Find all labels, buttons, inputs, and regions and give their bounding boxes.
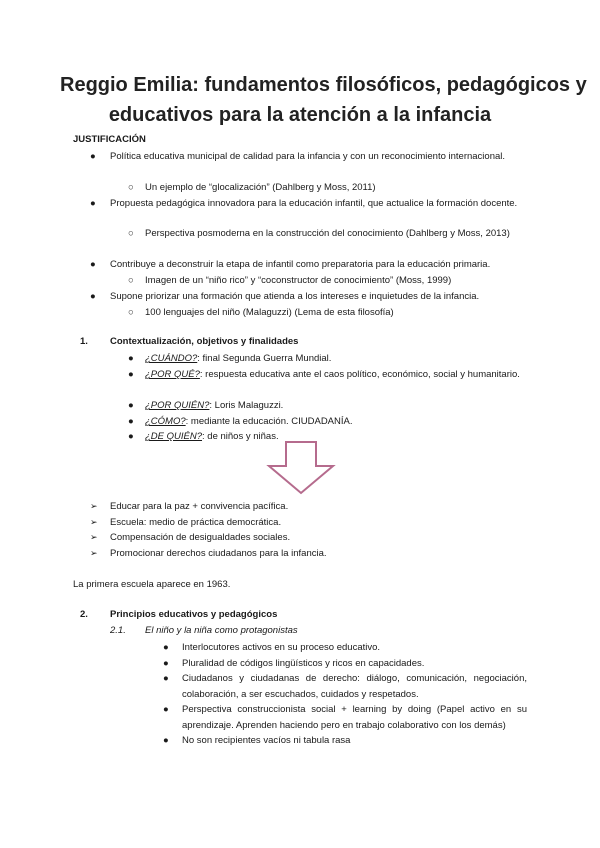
section-title: Principios educativos y pedagógicos <box>110 609 278 620</box>
outcome-item: Educar para la paz + convivencia pacífica. <box>110 501 289 512</box>
first-school-text: La primera escuela aparece en 1963. <box>73 579 231 590</box>
bullet-icon: ● <box>128 353 134 364</box>
bullet-icon: ● <box>163 642 169 653</box>
bullet-icon: ● <box>128 400 134 411</box>
bullet-icon: ● <box>163 673 169 684</box>
question-label: ¿POR QUÉ? <box>145 369 200 380</box>
arrow-bullet-icon: ➢ <box>90 548 98 558</box>
circle-bullet-icon: ○ <box>128 228 134 239</box>
answer-text: : respuesta educativa ante el caos político, económico, social y humanitario. <box>199 369 520 380</box>
list-item <box>145 367 525 383</box>
title-line-1: Reggio Emilia: fundamentos filosóficos, pedagógicos y <box>60 74 587 96</box>
list-item: Pluralidad de códigos lingüísticos y ricos en capacidades. <box>182 658 425 669</box>
bullet-icon: ● <box>163 704 169 715</box>
sub-list-item: Imagen de un “niño rico” y “coconstructor de conocimiento” (Moss, 1999) <box>145 275 452 286</box>
question-label: ¿POR QUIÉN? <box>145 400 210 411</box>
outcome-item: Compensación de desigualdades sociales. <box>110 532 291 543</box>
circle-bullet-icon: ○ <box>128 307 134 318</box>
bullet-icon: ● <box>128 369 134 380</box>
bullet-icon: ● <box>90 291 96 302</box>
question-label: ¿CUÁNDO? <box>145 353 198 364</box>
question-label: ¿DE QUIÉN? <box>145 431 203 442</box>
answer-text: : Loris Malaguzzi. <box>209 400 284 411</box>
section-number: 2. <box>80 609 88 620</box>
bullet-icon: ● <box>90 198 96 209</box>
bullet-icon: ● <box>128 416 134 427</box>
bullet-icon: ● <box>163 658 169 669</box>
arrow-bullet-icon: ➢ <box>90 532 98 542</box>
list-item <box>145 398 525 414</box>
circle-bullet-icon: ○ <box>128 182 134 193</box>
section-title: Contextualización, objetivos y finalidades <box>110 336 299 347</box>
bullet-icon: ● <box>163 735 169 746</box>
list-item <box>145 414 525 430</box>
circle-bullet-icon: ○ <box>128 275 134 286</box>
document-title <box>60 70 587 130</box>
bullet-icon: ● <box>128 431 134 442</box>
list-item: Interlocutores activos en su proceso educativo. <box>182 642 381 653</box>
sub-list-item: 100 lenguajes del niño (Malaguzzi) (Lema de esta filosofía) <box>145 307 394 318</box>
section-number: 1. <box>80 336 88 347</box>
bullet-icon: ● <box>90 151 96 162</box>
list-item: Política educativa municipal de calidad para la infancia y con un reconocimiento internacional. <box>110 151 506 162</box>
answer-text: : mediante la educación. CIUDADANÍA. <box>185 416 353 427</box>
list-item: Perspectiva construccionista social + learning by doing (Papel activo en su aprendizaje. Aprenden haciendo pero en trabajo colaborativo con los demás) <box>182 704 527 731</box>
list-item <box>145 351 525 367</box>
list-item: Ciudadanos y ciudadanas de derecho: diálogo, comunicación, negociación, colaboración, a ser escuchados, cuidados y respetados. <box>182 673 527 700</box>
subsection-title: El niño y la niña como protagonistas <box>145 625 298 636</box>
outcome-item: Promocionar derechos ciudadanos para la infancia. <box>110 548 327 559</box>
list-item: No son recipientes vacíos ni tabula rasa <box>182 735 351 746</box>
list-item: Supone priorizar una formación que atienda a los intereses e inquietudes de la infancia. <box>110 291 480 302</box>
list-item: Propuesta pedagógica innovadora para la educación infantil, que actualice la formación docente. <box>110 198 518 209</box>
bullet-icon: ● <box>90 259 96 270</box>
sub-list-item: Un ejemplo de “glocalización” (Dahlberg y Moss, 2011) <box>145 182 376 193</box>
outcome-item: Escuela: medio de práctica democrática. <box>110 517 282 528</box>
justificacion-heading: JUSTIFICACIÓN <box>73 134 146 145</box>
subsection-number: 2.1. <box>110 625 126 636</box>
answer-text: : de niños y niñas. <box>202 431 279 442</box>
down-arrow-icon <box>265 440 337 496</box>
arrow-bullet-icon: ➢ <box>90 517 98 527</box>
question-label: ¿CÓMO? <box>145 416 186 427</box>
title-line-2: educativos para la atención a la infancia <box>108 104 492 126</box>
answer-text: : final Segunda Guerra Mundial. <box>197 353 332 364</box>
sub-list-item: Perspectiva posmoderna en la construcción del conocimiento (Dahlberg y Moss, 2013) <box>145 228 510 239</box>
list-item: Contribuye a deconstruir la etapa de infantil como preparatoria para la educación primaria. <box>110 259 491 270</box>
arrow-bullet-icon: ➢ <box>90 501 98 511</box>
